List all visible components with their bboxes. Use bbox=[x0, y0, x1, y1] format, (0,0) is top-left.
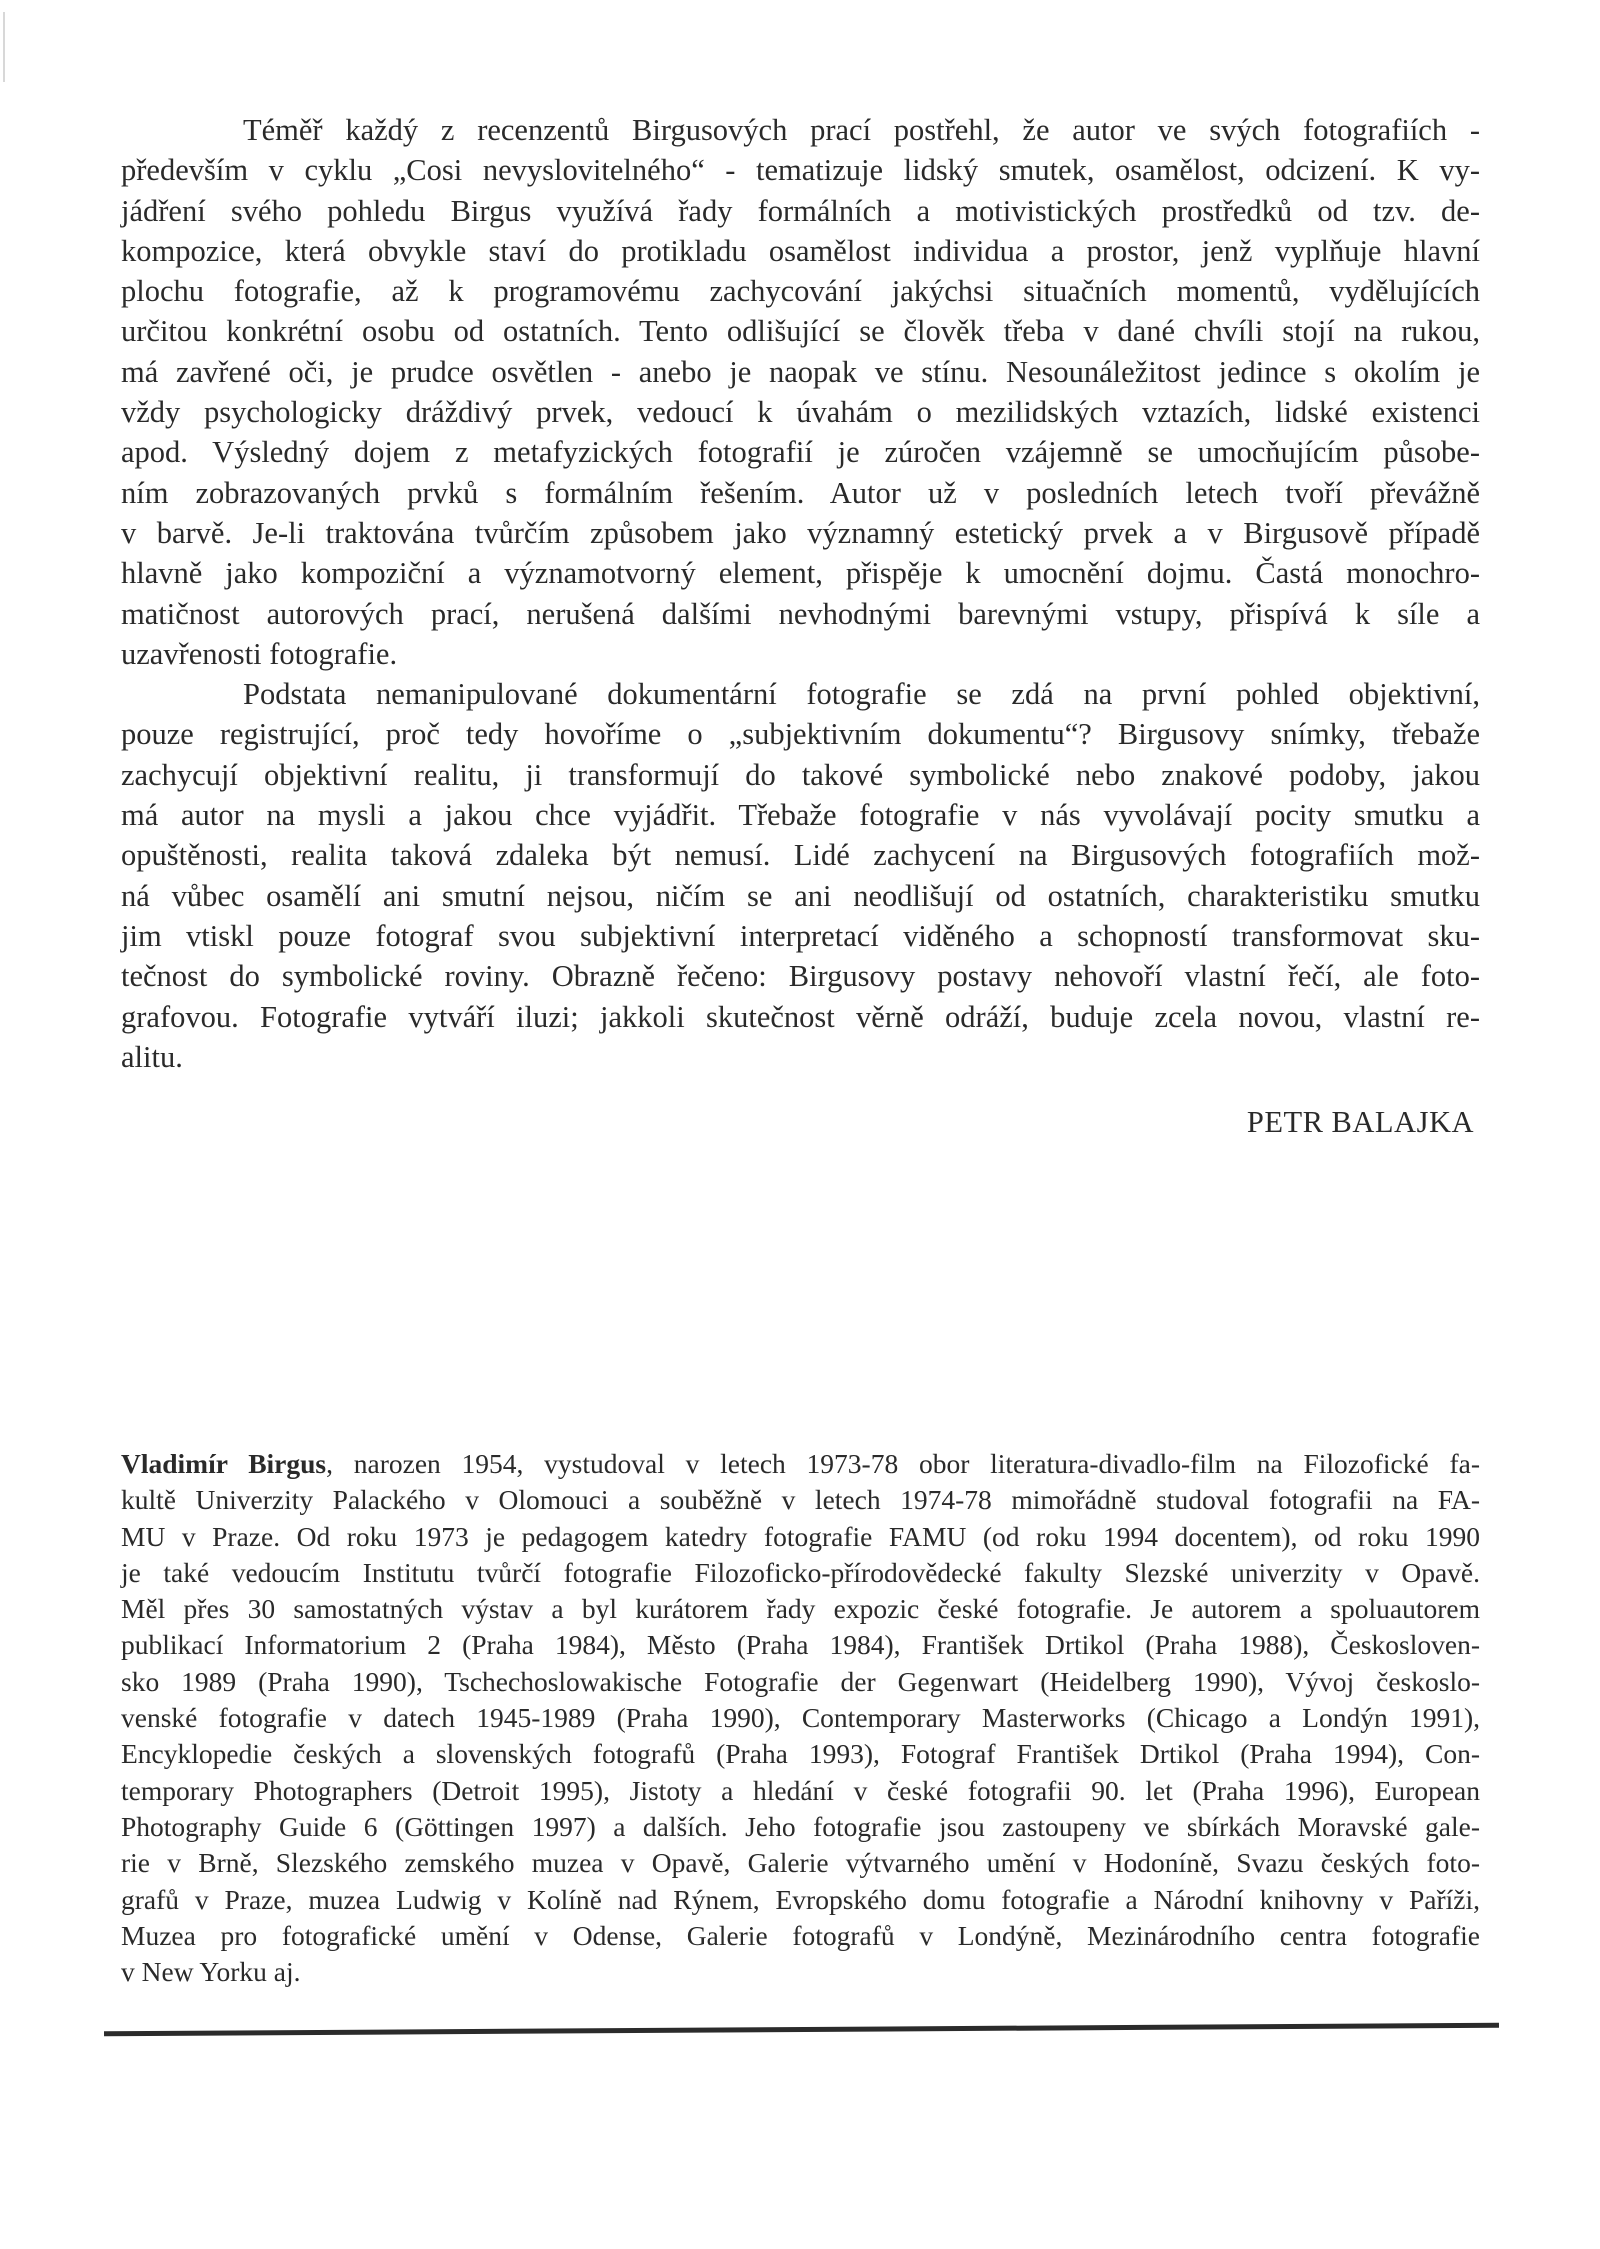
essay-line: ním zobrazovaných prvků s formálním řešením. Autor už v posledních letech tvoří převážně bbox=[121, 475, 1480, 510]
bio-line: Encyklopedie českých a slovenských fotografů (Praha 1993), Fotograf František Drtikol (Praha 1994), Con- bbox=[121, 1738, 1480, 1770]
scan-edge-mark bbox=[3, 12, 5, 82]
author-signature: PETR BALAJKA bbox=[1246, 1105, 1474, 1139]
essay-line: jádření svého pohledu Birgus využívá řady formálních a motivistických prostředků od tzv. de- bbox=[121, 193, 1480, 228]
bio-line: sko 1989 (Praha 1990), Tschechoslowakische Fotografie der Gegenwart (Heidelberg 1990), Vývoj českoslo- bbox=[121, 1665, 1480, 1697]
essay-line: uzavřenosti fotografie. bbox=[121, 636, 398, 671]
bio-line: grafů v Praze, muzea Ludwig v Kolíně nad Rýnem, Evropského domu fotografie a Národní knihovny v Paříži, bbox=[121, 1883, 1480, 1915]
essay-line: hlavně jako kompoziční a významotvorný element, přispěje k umocnění dojmu. Častá monochro- bbox=[121, 556, 1480, 591]
essay-line: jim vtiskl pouze fotograf svou subjektivní interpretací viděného a schopností transformovat sku- bbox=[121, 918, 1480, 953]
bio-line: rie v Brně, Slezského zemského muzea v Opavě, Galerie výtvarného umění v Hodoníně, Svazu českých foto- bbox=[121, 1847, 1480, 1879]
essay-line: určitou konkrétní osobu od ostatních. Tento odlišující se člověk třeba v dané chvíli stojí na rukou, bbox=[121, 314, 1480, 349]
essay-line: apod. Výsledný dojem z metafyzických fotografií je zúročen vzájemně se umocňujícím působe- bbox=[121, 435, 1480, 470]
essay-line: pouze registrující, proč tedy hovoříme o „subjektivním dokumentu“? Birgusovy snímky, třebaže bbox=[121, 717, 1480, 752]
bio-first-line-text: , narozen 1954, vystudoval v letech 1973-78 obor literatura-divadlo-film na Filozofické fa- bbox=[326, 1448, 1480, 1479]
essay-line: tečnost do symbolické roviny. Obrazně řečeno: Birgusovy postavy nehovoří vlastní řečí, ale foto- bbox=[121, 959, 1480, 994]
essay-line: má autor na mysli a jakou chce vyjádřit. Třebaže fotografie v nás vyvolávají pocity smutku a bbox=[121, 798, 1480, 833]
bio-name: Vladimír Birgus bbox=[121, 1448, 327, 1479]
bio-line: Měl přes 30 samostatných výstav a byl kurátorem řady expozic české fotografie. Je autorem a spoluautorem bbox=[121, 1593, 1480, 1625]
bio-line: Photography Guide 6 (Göttingen 1997) a dalších. Jeho fotografie jsou zastoupeny ve sbírkách Moravské gale- bbox=[121, 1810, 1480, 1842]
essay-line: má zavřené oči, je prudce osvětlen - anebo je naopak ve stínu. Nesounáležitost jedince s okolím je bbox=[121, 354, 1480, 389]
essay-line: především v cyklu „Cosi nevyslovitelného“ - tematizuje lidský smutek, osamělost, odcizení. K vy- bbox=[121, 153, 1480, 188]
bio-line: Muzea pro fotografické umění v Odense, Galerie fotografů v Londýně, Mezinárodního centra fotografie bbox=[121, 1919, 1480, 1951]
bio-line: temporary Photographers (Detroit 1995), Jistoty a hledání v české fotografii 90. let (Praha 1996), European bbox=[121, 1774, 1480, 1806]
essay-text bbox=[121, 110, 1480, 1077]
essay-line: grafovou. Fotografie vytváří iluzi; jakkoli skutečnost věrně odráží, buduje zcela novou, vlastní re- bbox=[121, 999, 1480, 1034]
essay-line: v barvě. Je-li traktována tvůrčím způsobem jako významný estetický prvek a v Birgusově případě bbox=[121, 515, 1480, 550]
essay-line: plochu fotografie, až k programovému zachycování jakýchsi situačních momentů, vydělujících bbox=[121, 274, 1480, 309]
bio-line: MU v Praze. Od roku 1973 je pedagogem katedry fotografie FAMU (od roku 1994 docentem), od roku 1990 bbox=[121, 1520, 1480, 1552]
essay-line: matičnost autorových prací, nerušená dalšími nevhodnými barevnými vstupy, přispívá k síle a bbox=[121, 596, 1480, 631]
essay-paragraph-1 bbox=[121, 110, 1480, 674]
essay-line: vždy psychologicky dráždivý prvek, vedoucí k úvahám o mezilidských vztazích, lidské existenci bbox=[121, 395, 1480, 430]
bio-line: je také vedoucím Institutu tvůrčí fotografie Filozoficko-přírodovědecké fakulty Slezské univerzity v Opavě. bbox=[121, 1556, 1480, 1588]
bio-line: venské fotografie v datech 1945-1989 (Praha 1990), Contemporary Masterworks (Chicago a Londýn 1991), bbox=[121, 1702, 1480, 1734]
essay-line: opuštěnosti, realita taková zdaleka být nemusí. Lidé zachycení na Birgusových fotografiích mož- bbox=[121, 838, 1480, 873]
essay-line: zachycují objektivní realitu, ji transformují do takové symbolické nebo znakové podoby, jakou bbox=[121, 757, 1480, 792]
essay-line: ná vůbec osamělí ani smutní nejsou, ničím se ani neodlišují od ostatních, charakteristiku smutku bbox=[121, 878, 1480, 913]
essay-line: Podstata nemanipulované dokumentární fotografie se zdá na první pohled objektivní, bbox=[243, 677, 1480, 712]
bio-line bbox=[121, 1446, 1480, 1482]
bio-line: v New Yorku aj. bbox=[121, 1956, 301, 1988]
bio-line: kultě Univerzity Palackého v Olomouci a souběžně v letech 1974-78 mimořádně studoval fotografii na FA- bbox=[121, 1484, 1480, 1516]
horizontal-rule bbox=[104, 2023, 1499, 2037]
essay-line: Téměř každý z recenzentů Birgusových prací postřehl, že autor ve svých fotografiích - bbox=[243, 113, 1480, 147]
essay-line: alitu. bbox=[121, 1039, 183, 1074]
author-bio bbox=[121, 1446, 1480, 1990]
essay-paragraph-2 bbox=[121, 674, 1480, 1077]
bio-line: publikací Informatorium 2 (Praha 1984), Město (Praha 1984), František Drtikol (Praha 1988), Českosloven- bbox=[121, 1629, 1480, 1661]
essay-line: kompozice, která obvykle staví do protikladu osamělost individua a prostor, jenž vyplňuje hlavní bbox=[121, 233, 1480, 268]
